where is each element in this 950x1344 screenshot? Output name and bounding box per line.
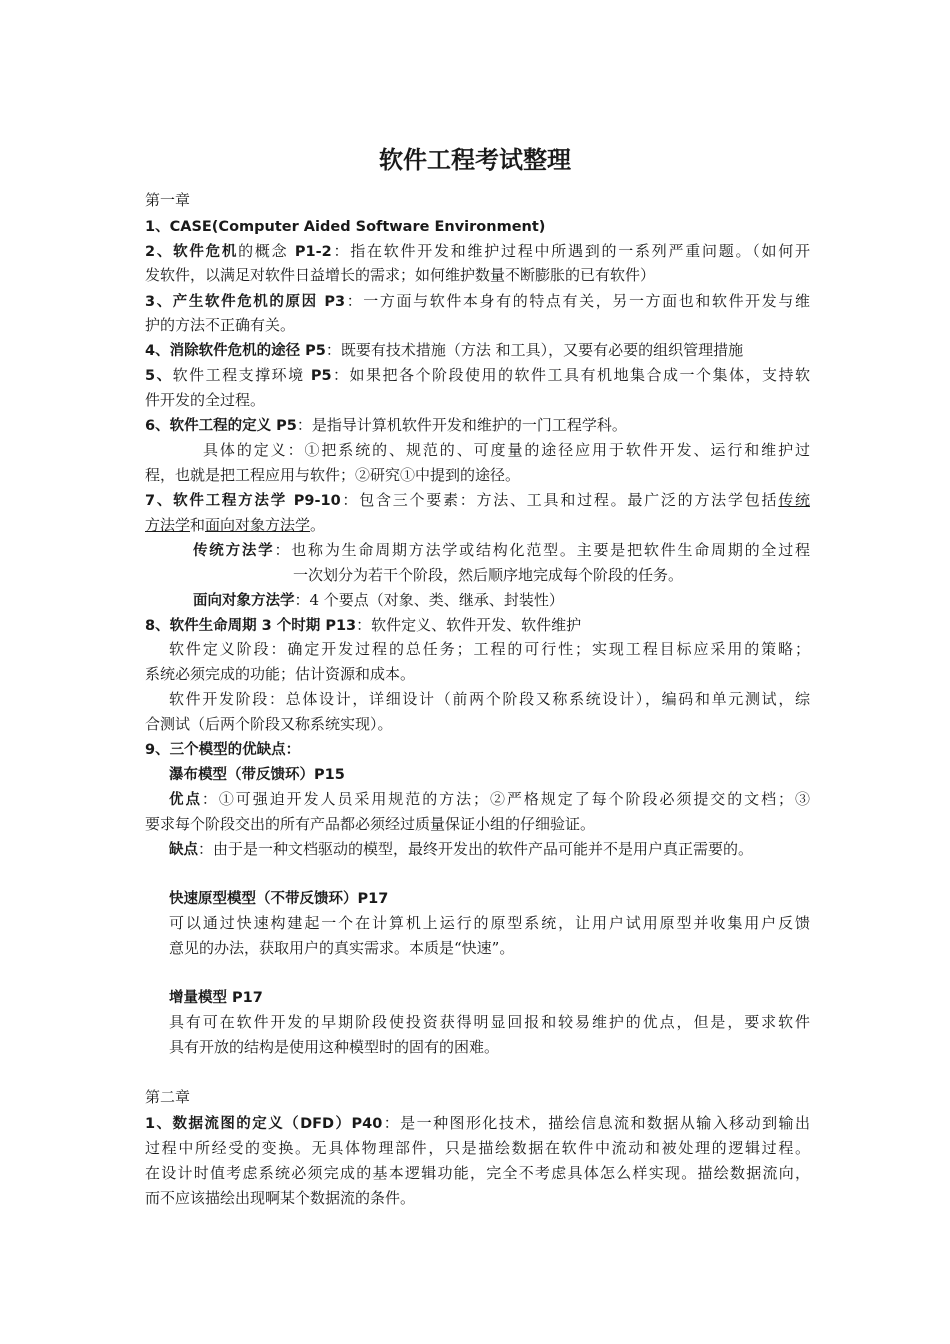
item-label: 软件工程支撑环境 — [172, 366, 311, 384]
item-text: 过程中所经受的变换。无具体物理部件，只是描绘数据在软件中流动和被处理的逻辑过程。 — [145, 1139, 810, 1157]
item-text: 和 — [190, 516, 206, 534]
item-text: ：既要有技术措施（方法 和工具），又要有必要的组织管理措施 — [325, 341, 744, 359]
item-num: 9、 — [145, 742, 170, 758]
item-label: 消除软件危机的途径 P5 — [169, 343, 326, 359]
ch2-item-1 — [145, 1111, 810, 1136]
item-5 — [145, 363, 810, 388]
pros-text: 要求每个阶段交出的所有产品都必须经过质量保证小组的仔细验证。 — [145, 815, 596, 833]
item-num: 6、 — [145, 418, 170, 434]
item-num: 1、 — [145, 1116, 173, 1132]
waterfall-title — [169, 762, 834, 787]
item-text: 软件定义阶段：确定开发过程的总任务；工程的可行性；实现工程目标应采用的策略； — [169, 640, 810, 658]
ch2-item-1-cont-2 — [145, 1161, 810, 1185]
ch2-item-1-cont-1 — [145, 1136, 810, 1160]
item-2 — [145, 239, 810, 264]
item-num: 1、 — [145, 219, 170, 235]
cons-text: ：由于是一种文档驱动的模型，最终开发出的软件产品可能并不是用户真正需要的。 — [198, 840, 754, 858]
item-label: 三个模型的优缺点： — [169, 742, 301, 758]
item-label: 软件危机 — [173, 244, 239, 260]
ch2-item-1-cont-3 — [145, 1186, 810, 1210]
link-traditional-method-cont[interactable]: 方法学 — [145, 516, 191, 534]
item-num: 5、 — [145, 368, 173, 384]
sub-text: ：也称为生命周期方法学或结构化范型。主要是把软件生命周期的全过程 — [274, 541, 810, 559]
item-num: 8、 — [145, 618, 170, 634]
item-label: 软件生命周期 3 个时期 P13 — [169, 618, 357, 634]
item-text: 系统必须完成的功能；估计资源和成本。 — [145, 665, 416, 683]
waterfall-pros — [169, 787, 810, 812]
item-num: 2、 — [145, 244, 174, 260]
item-8-para-2 — [169, 687, 810, 711]
item-1 — [145, 214, 810, 239]
item-8 — [145, 613, 810, 638]
prototype-text-cont — [169, 936, 834, 960]
item-text: 发软件，以满足对软件日益增长的需求；如何维护数量不断膨胀的已有软件） — [145, 266, 656, 284]
chapter-2-heading — [145, 1085, 810, 1109]
incremental-text — [169, 1010, 810, 1034]
item-label: 产生软件危机的原因 P3 — [172, 294, 346, 310]
item-ref: P1-2 — [294, 244, 332, 260]
item-text: 在设计时值考虑系统必须完成的基本逻辑功能，完全不考虑具体怎么样实现。描绘数据流向， — [145, 1164, 810, 1182]
oo-method-line — [193, 588, 810, 613]
item-8-para-1-cont — [145, 662, 810, 686]
item-num: 4、 — [145, 343, 170, 359]
model-text: 具有开放的结构是使用这种模型时的固有的困难。 — [169, 1038, 500, 1056]
chapter-1-heading — [145, 188, 810, 212]
item-text: ：一方面与软件本身有的特点有关，另一方面也和软件开发与维 — [345, 292, 810, 310]
model-text: 具有可在软件开发的早期阶段使投资获得明显回报和较易维护的优点，但是，要求软件 — [169, 1013, 810, 1031]
item-mid: 的概念 — [238, 242, 295, 260]
chapter-heading-text: 第二章 — [145, 1088, 191, 1106]
item-text: ：如果把各个阶段使用的软件工具有机地集合成一个集体，支持软 — [331, 366, 810, 384]
link-traditional-method[interactable]: 传统 — [778, 491, 810, 509]
item-8-para-1 — [169, 637, 810, 661]
item-text: ：是一种图形化技术，描绘信息流和数据从输入移动到输出 — [382, 1114, 810, 1132]
item-text: 而不应该描绘出现啊某个数据流的条件。 — [145, 1189, 416, 1207]
item-4 — [145, 338, 810, 363]
chapter-heading-text: 第一章 — [145, 191, 191, 209]
sub-text: 一次划分为若干个阶段，然后顺序地完成每个阶段的任务。 — [293, 566, 684, 584]
item-text: 合测试（后两个阶段又称系统实现）。 — [145, 715, 393, 733]
traditional-method-cont — [293, 563, 810, 587]
item-text: ：软件定义、软件开发、软件维护 — [356, 616, 582, 634]
item-6-detail — [203, 438, 810, 462]
sub-label: 面向对象方法学 — [193, 593, 295, 609]
incremental-text-cont — [169, 1035, 834, 1059]
item-text: ：是指导计算机软件开发和维护的一门工程学科。 — [296, 416, 627, 434]
item-3-cont — [145, 313, 810, 337]
item-text: 件开发的全过程。 — [145, 391, 266, 409]
model-text: 可以通过快速构建起一个在计算机上运行的原型系统，让用户试用原型并收集用户反馈 — [169, 914, 810, 932]
item-num: 3、 — [145, 294, 173, 310]
item-text: 软件开发阶段：总体设计，详细设计（前两个阶段又称系统设计），编码和单元测试，综 — [169, 690, 810, 708]
item-text: 程，也就是把工程应用与软件；②研究①中提到的途径。 — [145, 466, 521, 484]
model-title: 瀑布模型（带反馈环）P15 — [169, 767, 345, 783]
item-text: ：指在软件开发和维护过程中所遇到的一系列严重问题。（如何开 — [331, 242, 810, 260]
item-5-cont — [145, 388, 810, 412]
item-6 — [145, 413, 810, 438]
page-title: 软件工程考试整理 — [379, 145, 571, 174]
item-8-para-2-cont — [145, 712, 810, 736]
prototype-text — [169, 911, 810, 935]
item-label: 软件工程的定义 P5 — [169, 418, 297, 434]
item-6-detail-cont — [145, 463, 810, 487]
sub-label: 传统方法学 — [193, 543, 275, 559]
traditional-method-line — [193, 538, 810, 563]
item-7 — [145, 488, 810, 513]
pros-text: ：①可强迫开发人员采用规范的方法；②严格规定了每个阶段必须提交的文档；③ — [201, 790, 810, 808]
cons-label: 缺点 — [169, 842, 198, 858]
item-label: 软件工程方法学 P9-10 — [173, 493, 341, 509]
item-label: 数据流图的定义（DFD）P40 — [172, 1116, 383, 1132]
item-text: 护的方法不正确有关。 — [145, 316, 296, 334]
incremental-title — [169, 985, 834, 1010]
model-text: 意见的办法，获取用户的真实需求。本质是“快速”。 — [169, 939, 515, 957]
model-title: 快速原型模型（不带反馈环）P17 — [169, 891, 389, 907]
item-7-cont — [145, 513, 810, 537]
waterfall-cons — [169, 837, 814, 862]
link-oo-method[interactable]: 面向对象方法学 — [205, 516, 311, 534]
item-text: 。 — [310, 516, 326, 534]
sub-text: ：4 个要点（对象、类、继承、封装性） — [294, 591, 564, 609]
model-title: 增量模型 P17 — [169, 990, 263, 1006]
waterfall-pros-cont — [145, 812, 810, 836]
item-text: 具体的定义：①把系统的、规范的、可度量的途径应用于软件开发、运行和维护过 — [203, 441, 810, 459]
item-label: CASE(Computer Aided Software Environment) — [169, 219, 546, 235]
pros-label: 优点 — [169, 792, 202, 808]
item-3 — [145, 289, 810, 314]
item-num: 7、 — [145, 493, 174, 509]
prototype-title — [169, 886, 834, 911]
item-9 — [145, 737, 810, 762]
item-text: ：包含三个要素：方法、工具和过程。最广泛的方法学包括 — [340, 491, 779, 509]
item-2-cont — [145, 263, 810, 287]
item-ref: P5 — [310, 368, 332, 384]
